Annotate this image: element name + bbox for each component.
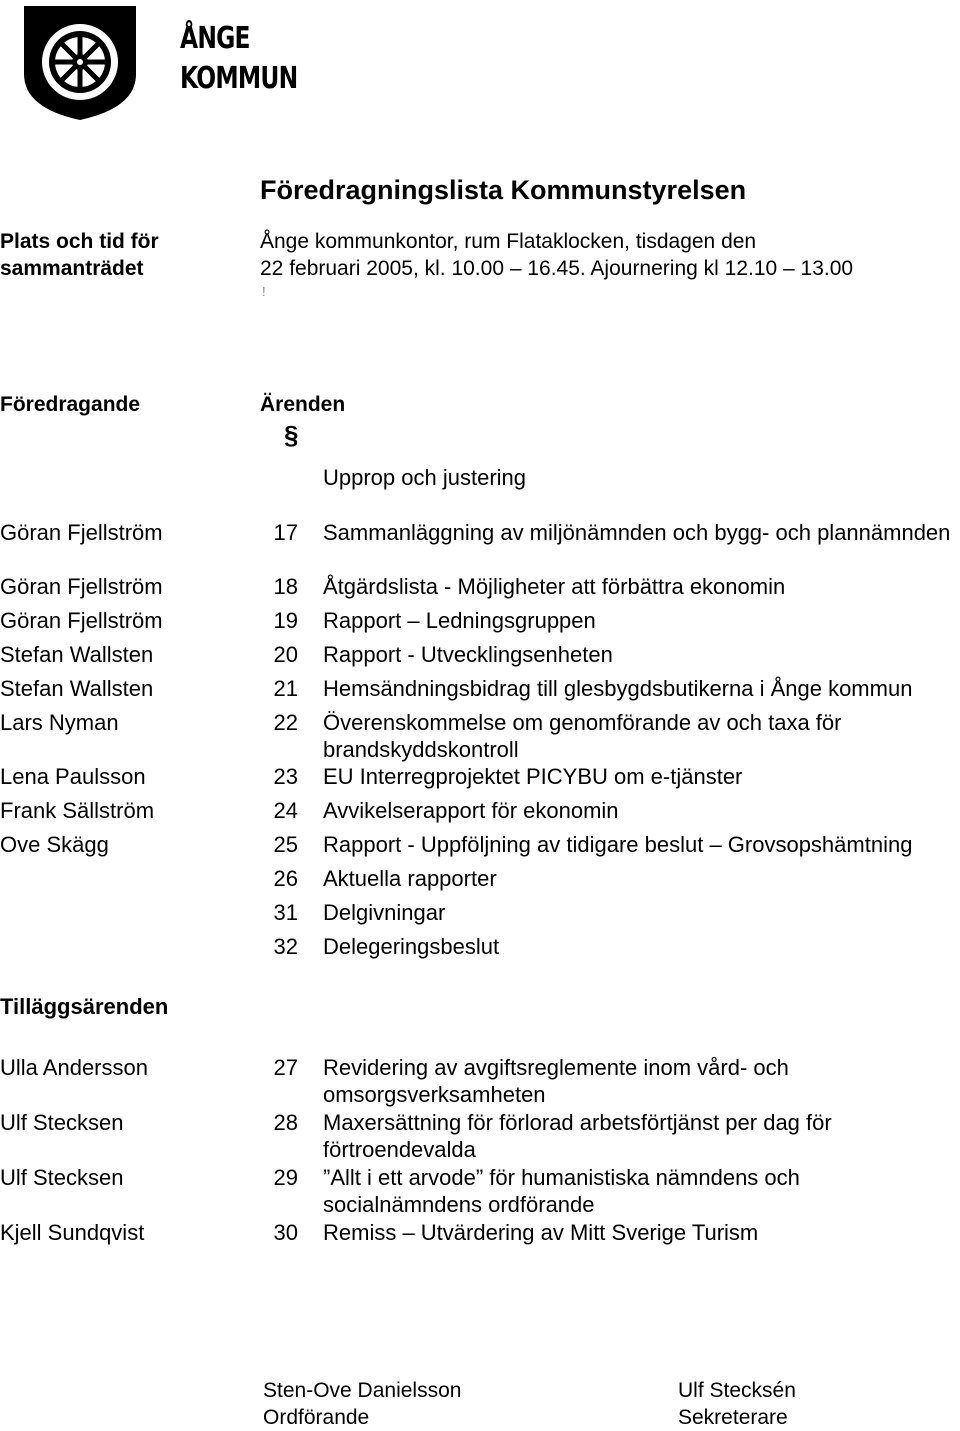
place-label-line2: sammanträdet <box>0 257 144 280</box>
item-title: Delgivningar <box>323 900 446 925</box>
ange-kommun-crest-logo <box>20 4 140 122</box>
item-number: 31 <box>273 900 298 925</box>
item-title: Åtgärdslista - Möjligheter att förbättra ekonomin <box>323 574 786 599</box>
presenter-name: Göran Fjellström <box>0 574 163 599</box>
item-number: 28 <box>273 1110 298 1135</box>
place-label-line1: Plats och tid för <box>0 230 159 253</box>
chairman-role: Ordförande <box>263 1406 370 1429</box>
place-line1: Ånge kommunkontor, rum Flataklocken, tisdagen den <box>260 230 757 253</box>
item-number: 20 <box>273 642 298 667</box>
item-number: 29 <box>273 1165 298 1190</box>
presenter-name: Frank Sällström <box>0 798 155 823</box>
item-number: 30 <box>273 1220 298 1245</box>
presenter-name: Stefan Wallsten <box>0 676 154 701</box>
presenter-name: Ove Skägg <box>0 832 109 857</box>
item-number: 23 <box>273 764 298 789</box>
presenter-name: Kjell Sundqvist <box>0 1220 145 1245</box>
intro-item: Upprop och justering <box>323 465 527 490</box>
presenter-name: Stefan Wallsten <box>0 642 154 667</box>
item-number: 18 <box>273 574 298 599</box>
item-title: Revidering av avgiftsreglemente inom vård- och omsorgsverksamheten <box>323 1055 789 1107</box>
stray-mark: ! <box>262 284 266 299</box>
item-number: 27 <box>273 1055 298 1080</box>
item-number: 26 <box>273 866 298 891</box>
item-number: 17 <box>273 520 298 545</box>
presenter-name: Ulla Andersson <box>0 1055 148 1080</box>
item-title: Aktuella rapporter <box>323 866 497 891</box>
item-number: 22 <box>273 710 298 735</box>
item-number: 32 <box>273 934 298 959</box>
section-symbol: § <box>284 420 299 450</box>
item-title: Rapport – Ledningsgruppen <box>323 608 596 633</box>
item-number: 19 <box>273 608 298 633</box>
item-title: Sammanläggning av miljönämnden och bygg- och plannämnden <box>323 520 951 545</box>
presenter-column-header: Föredragande <box>0 393 141 416</box>
item-title: Hemsändningsbidrag till glesbygdsbutikerna i Ånge kommun <box>323 676 913 701</box>
presenter-name: Göran Fjellström <box>0 608 163 633</box>
item-title: Remiss – Utvärdering av Mitt Sverige Turism <box>323 1220 759 1245</box>
item-number: 21 <box>273 676 298 701</box>
item-title: Överenskommelse om genomförande av och taxa för brandskyddskontroll <box>323 710 842 762</box>
item-title: Rapport - Utvecklingsenheten <box>323 642 613 667</box>
presenter-name: Ulf Stecksen <box>0 1165 124 1190</box>
logo-text-line2: KOMMUN <box>180 61 298 96</box>
item-title: ”Allt i ett arvode” för humanistiska nämndens och socialnämndens ordförande <box>323 1165 800 1217</box>
item-number: 25 <box>273 832 298 857</box>
chairman-name: Sten-Ove Danielsson <box>263 1379 462 1402</box>
secretary-name: Ulf Stecksén <box>678 1379 796 1402</box>
item-title: Maxersättning för förlorad arbetsförtjänst per dag för förtroendevalda <box>323 1110 832 1162</box>
matters-column-header: Ärenden <box>260 393 346 416</box>
presenter-name: Göran Fjellström <box>0 520 163 545</box>
presenter-name: Lars Nyman <box>0 710 119 735</box>
item-title: Avvikelserapport för ekonomin <box>323 798 619 823</box>
item-title: Delegeringsbeslut <box>323 934 500 959</box>
secretary-role: Sekreterare <box>678 1406 788 1429</box>
item-title: Rapport - Uppföljning av tidigare beslut – Grovsopshämtning <box>323 832 913 857</box>
presenter-name: Lena Paulsson <box>0 764 146 789</box>
item-title: EU Interregprojektet PICYBU om e-tjänster <box>323 764 743 789</box>
presenter-name: Ulf Stecksen <box>0 1110 124 1135</box>
logo-text-line1: ÅNGE <box>180 21 250 56</box>
additional-matters-heading: Tilläggsärenden <box>0 994 169 1019</box>
document-title: Föredragningslista Kommunstyrelsen <box>260 175 747 205</box>
item-number: 24 <box>273 798 298 823</box>
place-line2: 22 februari 2005, kl. 10.00 – 16.45. Ajournering kl 12.10 – 13.00 <box>260 257 854 280</box>
